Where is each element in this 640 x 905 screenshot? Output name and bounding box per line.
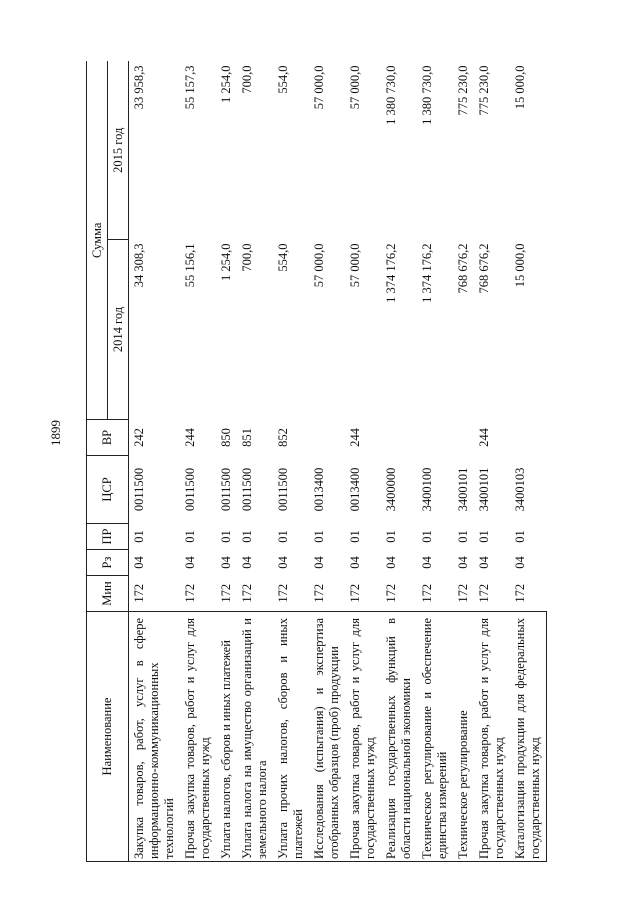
cell-rz: 04 [477,556,491,569]
cell-vr: 244 [477,428,491,447]
cell-y2015: 554,0 [276,65,290,94]
cell-y2015: 55 157,3 [183,65,197,110]
cell-vr: 850 [219,428,233,447]
cell-pr: 01 [456,530,470,543]
cell-pr: 01 [348,530,362,543]
cell-name: Техническое регулирование [453,612,474,862]
cell-pr: 01 [477,530,491,543]
header-sum: Сумма [87,62,108,420]
cell-y2014: 57 000,0 [348,243,362,288]
cell-vr [510,420,547,456]
cell-y2015: 1 254,0 [219,65,233,103]
cell-y2015: 57 000,0 [348,65,362,110]
cell-y2014: 1 254,0 [219,243,233,281]
cell-csr: 0011500 [219,467,233,512]
cell-rz: 04 [276,556,290,569]
cell-y2014: 768 676,2 [456,243,470,294]
cell-vr: 852 [276,428,290,447]
cell-min: 172 [477,583,491,603]
table-row [381,62,417,862]
cell-min: 172 [240,583,254,603]
cell-min: 172 [348,583,362,603]
cell-pr: 01 [183,530,197,543]
budget-table [86,62,547,863]
cell-pr: 01 [276,530,290,543]
cell-vr: 244 [348,428,362,447]
cell-csr: 0011500 [183,467,197,512]
cell-pr: 01 [420,530,434,543]
cell-csr: 3400000 [384,467,398,512]
cell-vr: 244 [183,428,197,447]
table-row [453,62,474,862]
cell-csr: 0011500 [276,467,290,512]
cell-min: 172 [183,583,197,603]
cell-rz: 04 [132,556,146,569]
cell-vr [453,420,474,456]
cell-csr: 3400101 [456,467,470,512]
cell-csr: 0013400 [312,467,326,512]
cell-rz: 04 [348,556,362,569]
cell-pr: 01 [384,530,398,543]
cell-rz: 04 [456,556,470,569]
table-row [510,62,547,862]
cell-min: 172 [456,583,470,603]
table-row [180,62,216,862]
cell-csr: 0013400 [348,467,362,512]
cell-vr: 242 [132,428,146,447]
cell-rz: 04 [312,556,326,569]
header-csr: ЦСР [87,456,129,524]
cell-min: 172 [420,583,434,603]
cell-pr: 01 [312,530,326,543]
header-vr: ВР [87,420,129,456]
cell-y2015: 700,0 [240,65,254,94]
table-header [87,62,129,862]
cell-y2014: 55 156,1 [183,243,197,288]
cell-rz: 04 [420,556,434,569]
cell-min: 172 [513,583,527,603]
table-row [216,62,237,862]
cell-y2014: 1 374 176,2 [384,243,398,303]
cell-name: Уплата налога на имущество организаций и земельного налога [237,612,273,862]
cell-name: Исследования (испытания) и экспертиза отобранных образцов (проб) продукции [309,612,345,862]
cell-csr: 0011500 [132,467,146,512]
cell-name: Прочая закупка товаров, работ и услуг для государственных нужд [180,612,216,862]
cell-name: Прочая закупка товаров, работ и услуг для государственных нужд [345,612,381,862]
cell-pr: 01 [240,530,254,543]
header-min: Мин [87,576,129,612]
cell-vr: 851 [240,428,254,447]
cell-name: Уплата налогов, сборов и иных платежей [216,612,237,862]
cell-rz: 04 [240,556,254,569]
cell-y2014: 1 374 176,2 [420,243,434,303]
cell-min: 172 [384,583,398,603]
cell-y2015: 775 230,0 [456,65,470,116]
cell-pr: 01 [132,530,146,543]
cell-y2015: 1 380 730,0 [384,65,398,125]
table-row [417,62,453,862]
cell-name: Уплата прочих налогов, сборов и иных платежей [273,612,309,862]
cell-y2014: 57 000,0 [312,243,326,288]
page-number: 1899 [48,420,63,446]
cell-min: 172 [276,583,290,603]
cell-y2015: 775 230,0 [477,65,491,116]
cell-y2014: 554,0 [276,243,290,272]
header-rz: Рз [87,550,129,576]
cell-min: 172 [312,583,326,603]
cell-vr [381,420,417,456]
cell-rz: 04 [384,556,398,569]
table-body [129,62,547,862]
cell-y2014: 768 676,2 [477,243,491,294]
header-2015: 2015 год [108,62,129,240]
cell-rz: 04 [183,556,197,569]
cell-y2014: 700,0 [240,243,254,272]
cell-y2015: 33 958,3 [132,65,146,110]
cell-y2014: 15 000,0 [513,243,527,288]
cell-rz: 04 [513,556,527,569]
table-row [309,62,345,862]
cell-y2015: 1 380 730,0 [420,65,434,125]
cell-rz: 04 [219,556,233,569]
cell-name: Реализация государственных функций в области национальной экономики [381,612,417,862]
table-row [474,62,510,862]
cell-name: Техническое регулирование и обеспечение единства измерений [417,612,453,862]
cell-y2014: 34 308,3 [132,243,146,288]
cell-pr: 01 [513,530,527,543]
cell-csr: 0011500 [240,467,254,512]
cell-csr: 3400100 [420,467,434,512]
cell-min: 172 [132,583,146,603]
table-row [129,62,181,862]
cell-min: 172 [219,583,233,603]
cell-vr [417,420,453,456]
cell-pr: 01 [219,530,233,543]
header-name: Наименование [87,612,129,862]
cell-vr [309,420,345,456]
rotated-table-container [86,62,617,862]
table-row [345,62,381,862]
cell-y2015: 57 000,0 [312,65,326,110]
cell-csr: 3400101 [477,467,491,512]
header-pr: ПР [87,524,129,550]
table-row [237,62,273,862]
cell-name: Прочая закупка товаров, работ и услуг для государственных нужд [474,612,510,862]
table-row [273,62,309,862]
cell-y2015: 15 000,0 [513,65,527,110]
cell-name: Каталогизация продукции для федеральных государственных нужд [510,612,547,862]
header-2014: 2014 год [108,240,129,420]
cell-csr: 3400103 [513,467,527,512]
cell-name: Закупка товаров, работ, услуг в сфере информационно-коммуникационных технологий [129,612,181,862]
